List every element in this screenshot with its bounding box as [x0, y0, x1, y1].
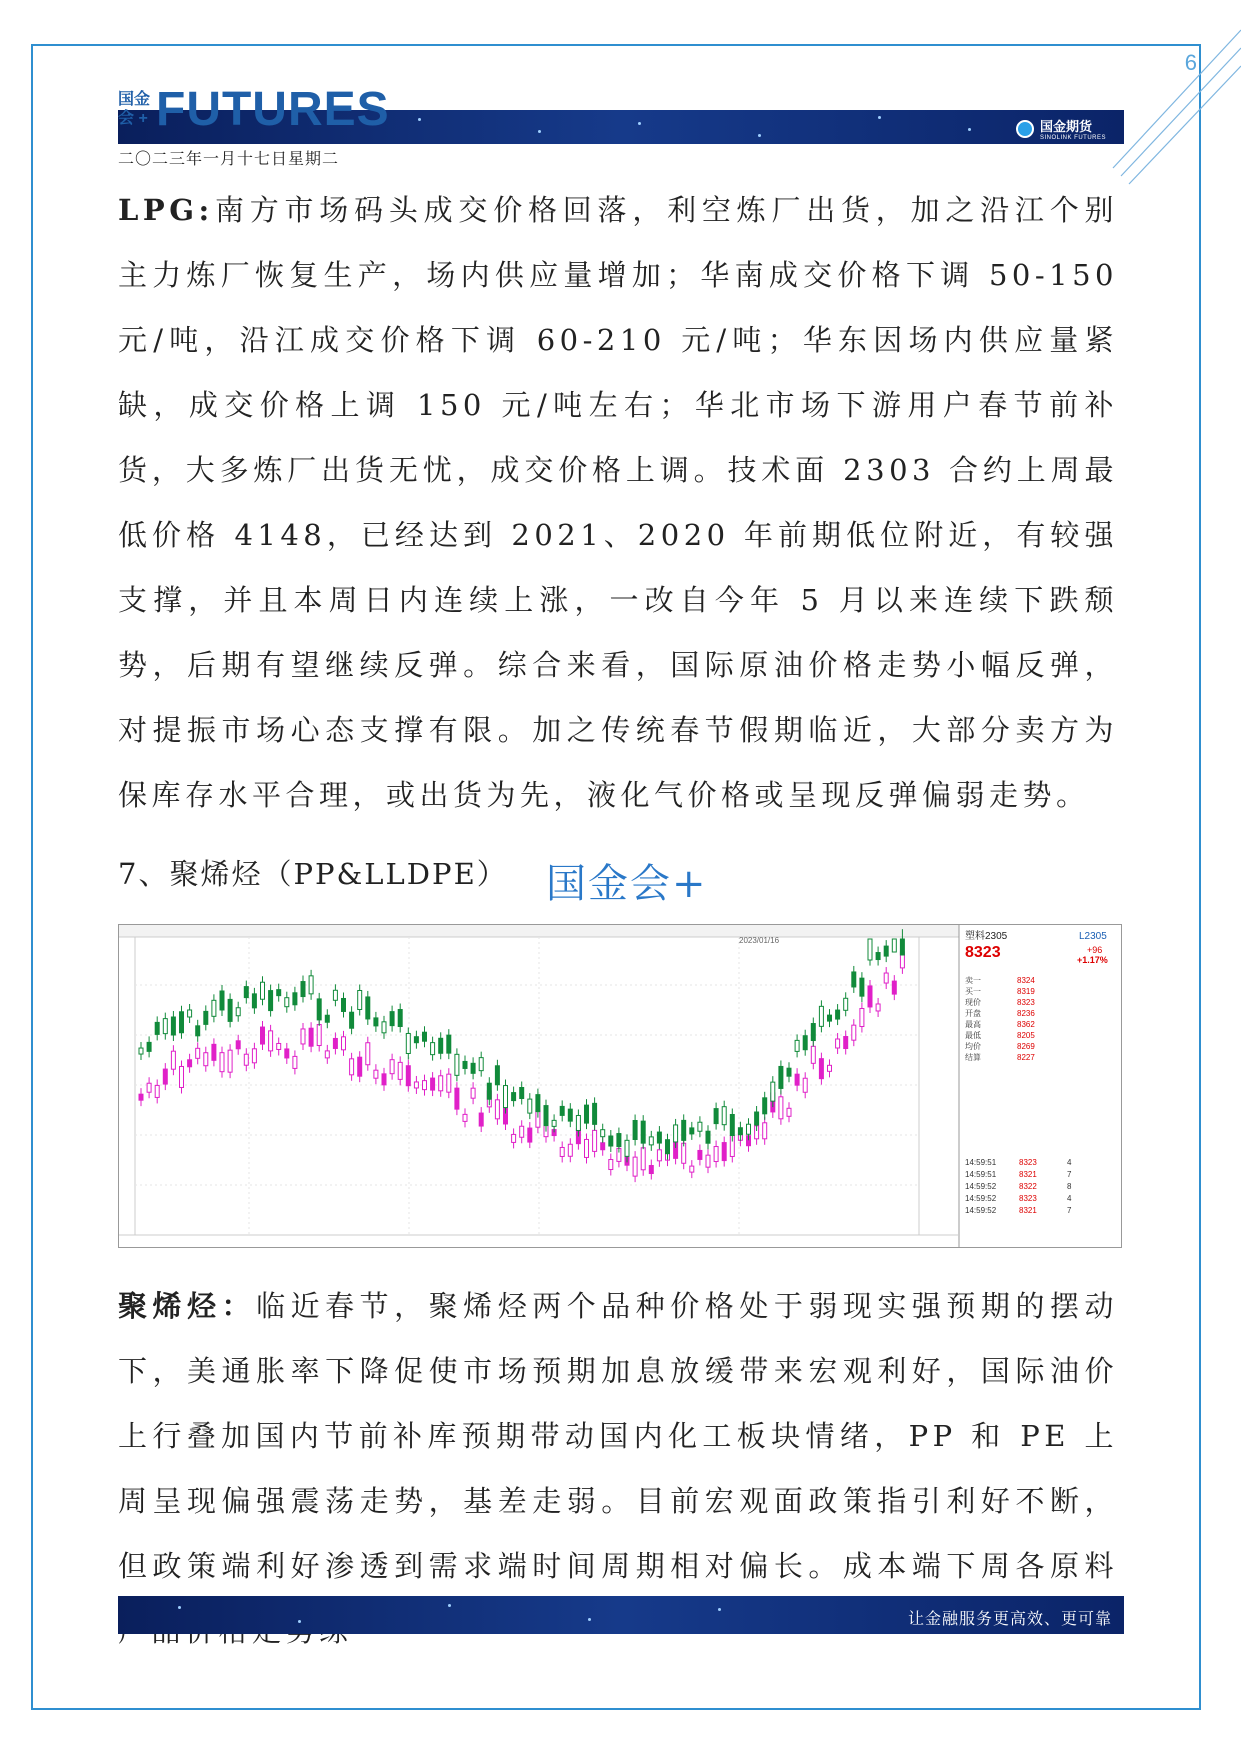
candle-body	[803, 1036, 807, 1050]
candle-body	[560, 1147, 564, 1156]
candle-body	[811, 1024, 815, 1041]
candle-body	[180, 1066, 184, 1087]
candle-body	[277, 990, 281, 996]
candle-body	[431, 1078, 435, 1090]
candle-body	[730, 1115, 734, 1136]
quote-value: 8227	[1017, 1053, 1035, 1062]
candle-body	[155, 1085, 159, 1097]
tape-price: 8322	[1019, 1182, 1037, 1191]
candle-body	[439, 1076, 443, 1091]
candle-body	[471, 1063, 475, 1073]
candle-body	[455, 1088, 459, 1109]
candle-body	[892, 981, 896, 994]
candle-body	[406, 1033, 410, 1053]
candle-body	[763, 1123, 767, 1139]
candle-body	[763, 1098, 767, 1114]
section-title: 7、聚烯烃（PP&LLDPE）	[118, 857, 508, 891]
candle-body	[301, 982, 305, 997]
candle-body	[196, 1048, 200, 1058]
candle-body	[625, 1140, 629, 1156]
footer-band	[118, 1596, 1124, 1634]
tape-volume: 7	[1067, 1206, 1072, 1215]
candle-body	[455, 1054, 459, 1075]
candle-body	[171, 1017, 175, 1035]
candle-body	[528, 1128, 532, 1142]
candle-body	[568, 1109, 572, 1121]
quote-label: 最低	[965, 1031, 981, 1040]
candle-body	[868, 986, 872, 1007]
candle-body	[633, 1120, 637, 1139]
quote-label: 结算	[965, 1053, 981, 1062]
quote-label: 买一	[965, 987, 981, 996]
brand-sub: SINOLINK FUTURES	[1039, 135, 1106, 141]
candle-body	[649, 1137, 653, 1145]
candle-body	[568, 1144, 572, 1156]
candle-body	[852, 1025, 856, 1040]
candle-body	[333, 1038, 337, 1048]
candle-body	[261, 982, 265, 999]
candle-body	[228, 999, 232, 1021]
candle-body	[269, 1031, 273, 1051]
candle-body	[293, 1056, 297, 1068]
candle-body	[204, 1053, 208, 1066]
candle-body	[431, 1043, 435, 1055]
candle-body	[593, 1130, 597, 1151]
candle-body	[171, 1051, 175, 1069]
candle-body	[836, 1010, 840, 1019]
candle-body	[382, 1074, 386, 1085]
candle-body	[892, 939, 896, 952]
candle-body	[666, 1140, 670, 1154]
candle-body	[601, 1143, 605, 1150]
candle-body	[601, 1130, 605, 1137]
candle-body	[609, 1160, 613, 1170]
candle-body	[398, 1062, 402, 1079]
candle-body	[423, 1032, 427, 1041]
candle-body	[139, 1048, 143, 1054]
polyolefin-label: 聚烯烃：	[118, 1289, 257, 1323]
candle-body	[309, 976, 313, 994]
brand-name: 国金期货	[1039, 119, 1092, 134]
chart-svg	[119, 925, 1121, 1247]
candle-body	[633, 1157, 637, 1176]
candle-body	[552, 1120, 556, 1126]
candle-body	[390, 1012, 394, 1026]
candle-body	[180, 1012, 184, 1033]
candle-body	[382, 1022, 386, 1033]
candle-body	[309, 1028, 313, 1046]
candle-body	[512, 1134, 516, 1142]
tape-time: 14:59:52	[965, 1182, 997, 1191]
candle-body	[463, 1114, 467, 1121]
candle-body	[698, 1122, 702, 1131]
candle-body	[350, 1012, 354, 1028]
chart-change: +96	[1087, 945, 1103, 955]
candle-body	[528, 1099, 532, 1113]
candle-body	[487, 1083, 491, 1099]
candle-body	[755, 1112, 759, 1125]
chart-contract-code: L2305	[1079, 931, 1107, 942]
tape-price: 8321	[1019, 1170, 1037, 1179]
candle-body	[520, 1126, 524, 1137]
candle-body	[423, 1081, 427, 1090]
candle-body	[795, 1074, 799, 1085]
logo-small-text: 国金 会 +	[118, 91, 151, 127]
chart-contract-name: 塑料2305	[965, 931, 1008, 942]
tape-volume: 4	[1067, 1194, 1072, 1203]
footer-slogan: 让金融服务更高效、更可靠	[907, 1611, 1112, 1628]
candle-body	[504, 1086, 508, 1108]
candle-body	[690, 1128, 694, 1134]
candle-body	[544, 1106, 548, 1126]
candle-body	[714, 1109, 718, 1124]
candle-body	[900, 939, 904, 955]
quote-label: 开盘	[965, 1009, 981, 1018]
candle-body	[698, 1150, 702, 1159]
candle-body	[657, 1150, 661, 1161]
candle-body	[536, 1095, 540, 1112]
brand-logo	[1016, 116, 1106, 141]
candle-body	[447, 1074, 451, 1092]
candle-body	[771, 1082, 775, 1101]
candle-body	[649, 1166, 653, 1174]
candle-body	[252, 994, 256, 1008]
candle-body	[301, 1029, 305, 1044]
watermark-text: 国金会+	[546, 861, 708, 907]
candle-body	[285, 1049, 289, 1058]
candle-body	[463, 1061, 467, 1068]
candle-body	[722, 1107, 726, 1125]
report-date: 二〇二三年一月十七日星期二	[118, 149, 340, 168]
tape-volume: 7	[1067, 1170, 1072, 1179]
candle-body	[674, 1125, 678, 1142]
candle-body	[576, 1115, 580, 1130]
candle-body	[188, 1060, 192, 1067]
tape-time: 14:59:51	[965, 1170, 997, 1179]
candle-body	[471, 1088, 475, 1098]
quote-value: 8236	[1017, 1009, 1035, 1018]
candle-body	[884, 973, 888, 983]
candle-body	[147, 1042, 151, 1051]
candle-body	[220, 991, 224, 1010]
candle-body	[495, 1066, 499, 1085]
candle-body	[236, 1041, 240, 1049]
logo-futures-text: FUTURES	[156, 83, 390, 136]
candle-body	[374, 1018, 378, 1026]
candle-body	[795, 1040, 799, 1051]
candle-body	[738, 1128, 742, 1135]
candle-body	[787, 1108, 791, 1116]
candle-body	[819, 1006, 823, 1026]
candle-body	[495, 1100, 499, 1119]
candle-body	[779, 1097, 783, 1119]
chart-date-label: 2023/01/16	[739, 936, 780, 945]
tape-volume: 8	[1067, 1182, 1072, 1191]
candle-body	[828, 1065, 832, 1071]
chart-change-pct: +1.17%	[1077, 955, 1108, 965]
candle-body	[414, 1037, 418, 1043]
candle-body	[236, 1008, 240, 1016]
candle-body	[787, 1068, 791, 1076]
candle-body	[844, 1037, 848, 1049]
candle-body	[479, 1113, 483, 1126]
tape-time: 14:59:52	[965, 1206, 997, 1215]
page-number: 6	[1184, 50, 1197, 75]
candle-body	[819, 1059, 823, 1079]
candlestick-chart-screenshot	[118, 924, 1122, 1248]
candle-body	[714, 1147, 718, 1162]
candle-body	[350, 1059, 354, 1075]
candle-body	[585, 1139, 589, 1157]
candle-body	[868, 939, 872, 960]
candle-body	[406, 1066, 410, 1086]
quote-label: 现价	[965, 998, 981, 1007]
candle-body	[374, 1070, 378, 1078]
candle-body	[811, 1046, 815, 1063]
candle-body	[520, 1088, 524, 1099]
candle-body	[860, 978, 864, 996]
candle-body	[657, 1132, 661, 1143]
candle-body	[876, 953, 880, 960]
candle-body	[617, 1134, 621, 1147]
candle-body	[722, 1143, 726, 1161]
candle-body	[836, 1039, 840, 1048]
quote-label: 均价	[965, 1042, 981, 1051]
candle-body	[163, 1069, 167, 1084]
candle-body	[398, 1009, 402, 1026]
brand-mark-icon	[1016, 120, 1034, 138]
tape-volume: 4	[1067, 1158, 1072, 1167]
candle-body	[220, 1053, 224, 1072]
quote-value: 8362	[1017, 1020, 1035, 1029]
candle-body	[147, 1083, 151, 1092]
candle-body	[682, 1120, 686, 1140]
candle-body	[706, 1155, 710, 1167]
candle-body	[747, 1124, 751, 1134]
tape-price: 8321	[1019, 1206, 1037, 1215]
candle-body	[439, 1038, 443, 1053]
candle-body	[163, 1019, 167, 1034]
candle-body	[333, 990, 337, 1000]
lpg-text: 南方市场码头成交价格回落，利空炼厂出货，加之沿江个别主力炼厂恢复生产，场内供应量增加；华南成交价格下调 50-150 元/吨，沿江成交价格下调 60-210 元/吨；华东因场内供应量紧缺，成交价格上调 150 元/吨左右；华北市场下游用户春节前补货，大多炼厂出货无忧，成交价格上调。技术面 2303 合约上周最低价格 4148，已经达到 2021、2020 年前期低位附近，有较强支撑，并且本周日内连续上涨，一改自今年 5 月以来连续下跌颓势，后期有望继续反弹。综合来看，国际原油价格走势小幅反弹，对提振市场心态支撑有限。加之传统春节假期临近，大部分卖方为保库存水平合理，或出货为先，液化气价格或呈现反弹偏弱走势。	[118, 193, 1118, 812]
tape-price: 8323	[1019, 1194, 1037, 1203]
candle-body	[285, 998, 289, 1007]
candle-body	[479, 1058, 483, 1071]
candle-body	[512, 1093, 516, 1101]
candle-body	[212, 1000, 216, 1016]
tape-time: 14:59:52	[965, 1194, 997, 1203]
tape-price: 8323	[1019, 1158, 1037, 1167]
candle-body	[690, 1166, 694, 1172]
candle-body	[560, 1106, 564, 1115]
candle-body	[228, 1050, 232, 1072]
candle-body	[876, 1004, 880, 1011]
quote-value: 8319	[1017, 987, 1035, 996]
candle-body	[252, 1049, 256, 1063]
corner-decoration	[1101, 0, 1241, 200]
candle-body	[139, 1094, 143, 1100]
candle-body	[196, 1026, 200, 1036]
quote-label: 卖一	[965, 976, 981, 985]
candle-body	[852, 972, 856, 987]
candle-body	[342, 1037, 346, 1050]
candle-body	[641, 1148, 645, 1170]
candle-body	[358, 1057, 362, 1076]
candle-body	[293, 993, 297, 1005]
quote-value: 8269	[1017, 1042, 1035, 1051]
candle-body	[325, 1015, 329, 1022]
candle-body	[212, 1044, 216, 1060]
candle-body	[366, 997, 370, 1019]
candle-body	[609, 1136, 613, 1146]
candle-body	[706, 1131, 710, 1143]
candle-body	[244, 1054, 248, 1065]
candle-body	[779, 1066, 783, 1088]
candle-body	[155, 1022, 159, 1034]
candle-body	[317, 1025, 321, 1046]
candle-body	[828, 1015, 832, 1021]
candle-body	[204, 1011, 208, 1024]
lpg-label: LPG:	[118, 193, 214, 227]
candle-body	[844, 998, 848, 1010]
candle-body	[269, 991, 273, 1011]
candle-body	[884, 946, 888, 956]
quote-value: 8324	[1017, 976, 1035, 985]
chart-last-price: 8323	[965, 944, 1001, 961]
lpg-paragraph	[118, 178, 1118, 828]
quote-value: 8205	[1017, 1031, 1035, 1040]
candle-body	[244, 987, 248, 998]
candle-body	[261, 1027, 265, 1044]
polyolefin-text: 临近春节，聚烯烃两个品种价格处于弱现实强预期的摆动下，美通胀率下降促使市场预期加息放缓带来宏观利好，国际油价上行叠加国内节前补库预期带动国内化工板块情绪，PP 和 PE 上周呈现偏强震荡走势，基差走弱。目前宏观面政策指引利好不断，但政策端利好渗透到需求端时间周期相对偏长。成本端下周各原料	[118, 1289, 1118, 1583]
quote-value: 8323	[1017, 998, 1035, 1007]
tape-time: 14:59:51	[965, 1158, 997, 1167]
candle-body	[342, 998, 346, 1011]
candle-body	[803, 1078, 807, 1092]
candle-body	[593, 1103, 597, 1124]
quote-label: 最高	[965, 1020, 981, 1029]
candle-body	[277, 1043, 281, 1049]
candle-body	[325, 1051, 329, 1058]
futures-logo	[118, 83, 390, 144]
candle-body	[860, 1009, 864, 1027]
candle-body	[414, 1082, 418, 1088]
candle-body	[641, 1121, 645, 1143]
candle-body	[366, 1043, 370, 1065]
candle-body	[188, 1010, 192, 1017]
candle-body	[390, 1060, 394, 1074]
candle-body	[585, 1105, 589, 1123]
candle-body	[317, 999, 321, 1020]
candle-body	[358, 990, 362, 1009]
candle-body	[447, 1035, 451, 1053]
